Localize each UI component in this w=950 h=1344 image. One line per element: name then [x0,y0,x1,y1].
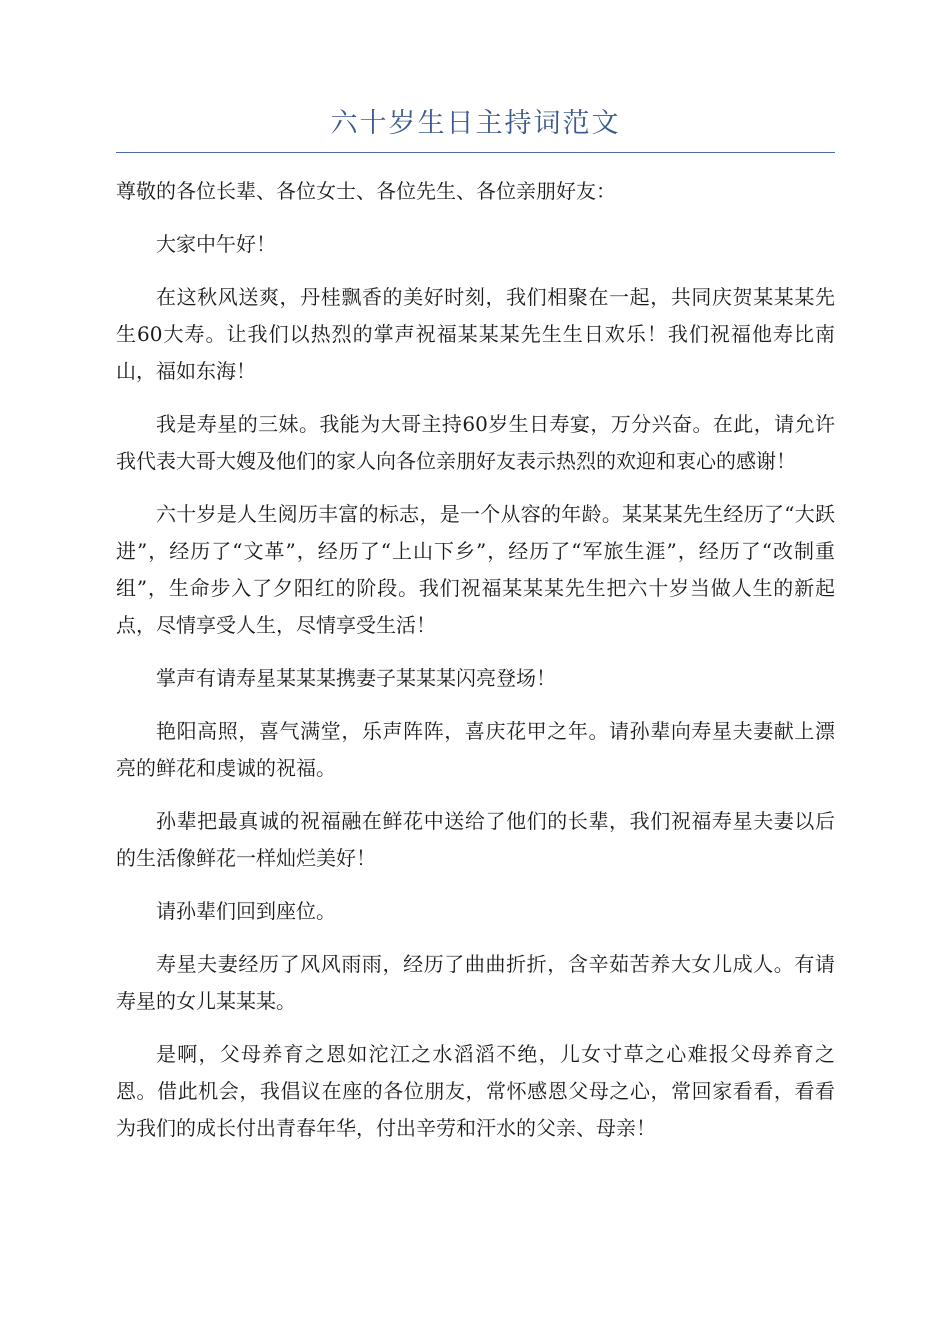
title-divider [116,152,835,153]
salutation: 尊敬的各位长辈、各位女士、各位先生、各位亲朋好友： [116,179,616,203]
paragraph-host-intro: 我是寿星的三妹。我能为大哥主持60岁生日寿宴，万分兴奋。在此，请允许我代表大哥大嫂及他们的家人向各位亲朋好友表示热烈的欢迎和衷心的感谢！ [116,412,835,473]
paragraph-return-seats: 请孙辈们回到座位。 [156,899,336,923]
paragraph-daughter: 寿星夫妻经历了风风雨雨，经历了曲曲折折，含辛茹苦养大女儿成人。有请寿星的女儿某某某。 [116,952,835,1013]
document-title: 六十岁生日主持词范文 [330,108,621,139]
paragraph-life-experience: 六十岁是人生阅历丰富的标志，是一个从容的年龄。某某某先生经历了“大跃进”，经历了“文革”，经历了“上山下乡”，经历了“军旅生涯”，经历了“改制重组”，生命步入了夕阳红的阶段。我们祝福某某某先生把六十岁当做人生的新起点，尽情享受人生，尽情享受生活！ [116,502,835,637]
document-page [116,104,835,1163]
paragraph-celebration: 在这秋风送爽，丹桂飘香的美好时刻，我们相聚在一起，共同庆贺某某某先生60大寿。让我们以热烈的掌声祝福某某某先生生日欢乐！我们祝福他寿比南山，福如东海！ [116,285,835,383]
document-body [116,173,835,1147]
paragraph-blessing: 孙辈把最真诚的祝福融在鲜花中送给了他们的长辈，我们祝福寿星夫妻以后的生活像鲜花一样灿烂美好！ [116,809,835,870]
paragraph-couple-entrance: 掌声有请寿星某某某携妻子某某某闪亮登场！ [156,666,556,690]
paragraph-flowers: 艳阳高照，喜气满堂，乐声阵阵，喜庆花甲之年。请孙辈向寿星夫妻献上漂亮的鲜花和虔诚的祝福。 [116,719,835,780]
paragraph-greeting: 大家中午好！ [156,232,276,256]
paragraph-gratitude: 是啊，父母养育之恩如沱江之水滔滔不绝，儿女寸草之心难报父母养育之恩。借此机会，我倡议在座的各位朋友，常怀感恩父母之心，常回家看看，看看为我们的成长付出青春年华，付出辛劳和汗水的父亲、母亲！ [116,1042,835,1140]
